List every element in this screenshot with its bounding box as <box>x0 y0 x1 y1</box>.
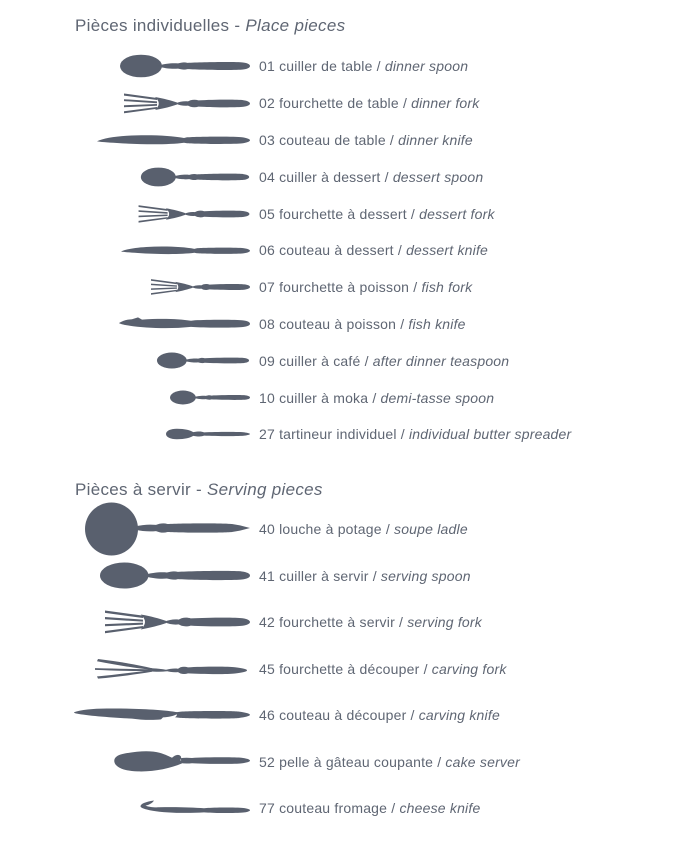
label-separator: / <box>397 242 402 259</box>
section-title-fr: Pièces individuelles <box>75 16 230 35</box>
item-name-fr: cuiller de table <box>279 58 373 75</box>
item-label <box>259 168 483 186</box>
item-name-fr: couteau à dessert <box>279 242 394 259</box>
label-separator: / <box>423 660 428 677</box>
item-code: 45 <box>259 660 275 677</box>
item-name-fr: couteau de table <box>279 131 386 148</box>
item-code: 07 <box>259 279 275 296</box>
fish-knife-icon <box>119 314 250 334</box>
item-name-en: carving knife <box>418 707 500 724</box>
item-name-fr: fourchette à servir <box>279 614 395 631</box>
silhouette-cell <box>75 203 250 225</box>
item-code: 77 <box>259 800 275 817</box>
item-code: 27 <box>259 426 275 443</box>
item-name-en: fish fork <box>421 279 473 296</box>
silhouette-cell <box>75 656 250 682</box>
cutlery-row <box>75 785 674 832</box>
cutlery-row <box>75 416 674 453</box>
label-separator: / <box>400 426 405 443</box>
item-label <box>259 241 488 259</box>
section-title-en: Serving pieces <box>207 479 323 499</box>
dinner-knife-icon <box>97 130 250 150</box>
serving-spoon-icon <box>100 560 250 591</box>
cutlery-row <box>75 306 674 343</box>
item-label <box>259 205 495 223</box>
item-name-fr: couteau à poisson <box>279 315 397 332</box>
silhouette-cell <box>75 242 250 259</box>
cutlery-row <box>75 269 674 306</box>
serving-pieces-rows <box>75 506 674 832</box>
item-code: 09 <box>259 352 275 369</box>
item-name-en: dessert spoon <box>392 168 484 185</box>
item-label <box>259 520 468 538</box>
label-separator: / <box>389 131 394 148</box>
label-separator: / <box>410 205 416 222</box>
label-separator: / <box>364 352 369 369</box>
label-separator: / <box>376 58 381 75</box>
item-name-en: dinner knife <box>398 131 473 148</box>
section-place-pieces <box>75 14 674 453</box>
title-dash: - <box>234 16 241 35</box>
item-label <box>259 278 472 296</box>
silhouette-cell <box>75 54 250 78</box>
item-label <box>259 131 473 149</box>
section-title-serving-pieces <box>75 478 674 502</box>
silhouette-cell <box>75 747 250 777</box>
cutlery-row <box>75 195 674 232</box>
item-name-fr: cuiller à servir <box>279 567 369 584</box>
item-code: 46 <box>259 707 275 724</box>
silhouette-cell <box>75 502 250 556</box>
item-name-en: dinner fork <box>411 95 480 112</box>
item-label <box>259 352 509 370</box>
silhouette-cell <box>75 91 250 116</box>
item-label <box>259 706 500 724</box>
item-code: 41 <box>259 567 275 584</box>
dessert-fork-icon <box>138 203 250 225</box>
item-name-fr: fourchette à poisson <box>279 279 410 296</box>
carving-fork-icon <box>95 656 250 682</box>
item-label <box>259 425 571 443</box>
item-name-fr: fourchette à dessert <box>279 205 407 222</box>
teaspoon-icon <box>156 352 250 369</box>
dessert-spoon-icon <box>140 167 250 187</box>
cutlery-row <box>75 232 674 269</box>
item-label <box>259 660 507 678</box>
item-name-en: demi-tasse spoon <box>380 389 495 406</box>
item-label <box>259 57 468 75</box>
cutlery-row <box>75 645 674 692</box>
label-separator: / <box>372 567 377 584</box>
item-name-fr: cuiller à moka <box>279 389 369 406</box>
silhouette-cell <box>75 607 250 637</box>
item-name-en: cheese knife <box>399 800 481 817</box>
cutlery-row <box>75 738 674 785</box>
item-name-fr: louche à potage <box>279 521 382 538</box>
cutlery-row <box>75 599 674 646</box>
dinner-spoon-icon <box>120 54 250 78</box>
label-separator: / <box>437 753 442 770</box>
item-name-en: dessert knife <box>406 242 489 259</box>
label-separator: / <box>402 95 408 112</box>
silhouette-cell <box>75 560 250 591</box>
label-separator: / <box>400 315 405 332</box>
butter-spreader-icon <box>166 427 250 441</box>
item-name-en: individual butter spreader <box>408 426 572 443</box>
item-code: 10 <box>259 389 275 406</box>
item-code: 06 <box>259 242 275 259</box>
cutlery-row <box>75 158 674 195</box>
soup-ladle-icon <box>85 502 250 556</box>
item-label <box>259 94 480 112</box>
section-title-place-pieces <box>75 14 674 38</box>
item-name-fr: cuiller à café <box>279 352 361 369</box>
item-label <box>259 799 480 817</box>
item-label <box>259 753 520 771</box>
item-code: 40 <box>259 521 275 538</box>
item-name-fr: tartineur individuel <box>279 426 397 443</box>
item-name-en: serving fork <box>407 614 482 631</box>
moka-spoon-icon <box>170 390 250 405</box>
cutlery-row <box>75 342 674 379</box>
item-code: 01 <box>259 58 275 75</box>
cutlery-row <box>75 692 674 739</box>
section-serving-pieces <box>75 478 674 832</box>
item-name-en: cake server <box>445 753 520 770</box>
label-separator: / <box>385 521 390 538</box>
silhouette-cell <box>75 799 250 817</box>
item-name-en: dessert fork <box>419 205 495 222</box>
cutlery-row <box>75 379 674 416</box>
title-dash: - <box>196 479 202 499</box>
silhouette-cell <box>75 314 250 334</box>
cake-server-icon <box>112 747 250 777</box>
item-name-fr: fourchette à découper <box>279 660 420 677</box>
item-name-en: soupe ladle <box>394 521 468 538</box>
item-name-en: fish knife <box>408 315 466 332</box>
section-title-en: Place pieces <box>245 16 346 35</box>
label-separator: / <box>399 614 404 631</box>
label-separator: / <box>413 279 418 296</box>
label-separator: / <box>372 389 377 406</box>
item-label <box>259 389 494 407</box>
item-name-fr: pelle à gâteau coupante <box>279 753 434 770</box>
silhouette-cell <box>75 277 250 297</box>
item-code: 42 <box>259 614 275 631</box>
silhouette-cell <box>75 704 250 726</box>
label-separator: / <box>410 707 415 724</box>
dinner-fork-icon <box>124 91 250 116</box>
label-separator: / <box>384 168 389 185</box>
cutlery-row <box>75 122 674 159</box>
place-pieces-rows <box>75 48 674 453</box>
item-code: 04 <box>259 168 275 185</box>
section-title-fr: Pièces à servir <box>75 479 191 499</box>
item-name-fr: cuiller à dessert <box>279 168 381 185</box>
silhouette-cell <box>75 390 250 405</box>
silhouette-cell <box>75 167 250 187</box>
cutlery-row <box>75 85 674 122</box>
item-name-en: after dinner teaspoon <box>372 352 510 369</box>
item-label <box>259 613 482 631</box>
item-name-fr: fourchette de table <box>279 95 399 112</box>
item-name-fr: couteau fromage <box>279 800 388 817</box>
item-code: 08 <box>259 315 275 332</box>
item-name-en: serving spoon <box>380 567 471 584</box>
silhouette-cell <box>75 130 250 150</box>
item-name-en: carving fork <box>431 660 507 677</box>
item-name-en: dinner spoon <box>384 58 469 75</box>
item-code: 52 <box>259 753 275 770</box>
item-label <box>259 567 471 585</box>
item-label <box>259 315 466 333</box>
serving-fork-icon <box>105 607 250 637</box>
dessert-knife-icon <box>121 242 250 259</box>
cutlery-row <box>75 552 674 599</box>
item-name-fr: couteau à découper <box>279 707 407 724</box>
cheese-knife-icon <box>135 799 250 817</box>
item-code: 03 <box>259 131 275 148</box>
item-code: 05 <box>259 205 275 222</box>
cutlery-row <box>75 506 674 553</box>
label-separator: / <box>391 800 396 817</box>
fish-fork-icon <box>151 277 250 297</box>
silhouette-cell <box>75 352 250 369</box>
carving-knife-icon <box>74 704 250 726</box>
silhouette-cell <box>75 427 250 441</box>
cutlery-row <box>75 48 674 85</box>
item-code: 02 <box>259 95 275 112</box>
